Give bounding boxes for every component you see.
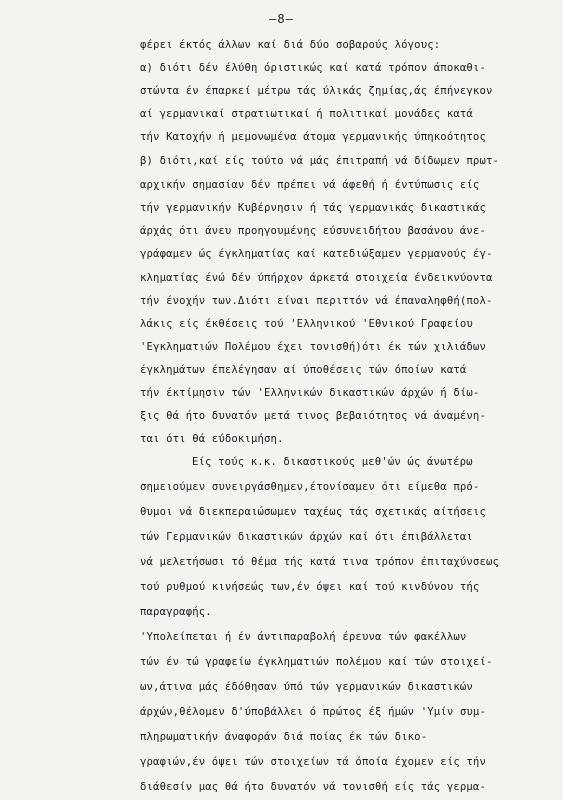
text-line: τήν έκτίμησιν τών 'Ελληνικών δικαστικών άρχών ή δίω-: [140, 387, 480, 399]
text-line: στώντα έν έπαρκεί μέτρω τάς ύλικάς ζημίας,άς έπήνεγκον: [140, 85, 493, 97]
text-line: τών έν τώ γραφείω έγκληματιών πολέμου καί τών στοιχεί-: [140, 656, 493, 668]
text-line: νά μελετήσωσι τό θέμα τής κατά τινα τρόπον έπιταχύνσεως: [140, 556, 500, 568]
text-line: α) διότι δέν έλύθη όριστικώς καί κατά τρόπον άποκαθι-: [140, 62, 486, 74]
text-line: άρχάς ότι άνευ προηγουμένης εύσυνειδήτου βασάνου άνε-: [140, 225, 486, 237]
text-line: αρχικήν σημασίαν δέν πρέπει νά άφεθή ή έντύπωσις είς: [140, 179, 480, 191]
text-line: 'Εγκληματιών Πολέμου έχει τονισθή)ότι έκ τών χιλιάδων: [140, 341, 486, 353]
text-line: γραφιών,έν όψει τών στοιχείων τά όποία έχομεν είς τήν: [140, 756, 486, 768]
text-line: β) διότι,καί είς τούτο νά μάς έπιτραπή νά δίδωμεν πρωτ-: [140, 155, 500, 167]
text-line: παραγραφής.: [140, 606, 212, 618]
text-line: γράφαμεν ώς έγκληματίας καί κατεδιώξαμεν γερμανούς έγ-: [140, 248, 493, 260]
text-line: τού ρυθμού κινήσεώς των,έν όψει καί τού κινδύνου τής: [140, 581, 480, 593]
text-line: Είς τούς κ.κ. δικαστικούς μεθ'ών ώς άνωτέρω: [192, 456, 473, 468]
text-line: ξις θά ήτο δυνατόν μετά τινος βεβαιότητος νά άναμένη-: [140, 410, 486, 422]
text-line: 'Υπολείπεται ή έν άντιπαραβολή έρευνα τών φακέλλων: [140, 631, 467, 643]
text-line: τήν ένοχήν των.Διότι είναι περιττόν νά έπαναληφθή(πολ-: [140, 295, 493, 307]
text-line: λάκις είς έκθέσεις τού 'Ελληνικού 'Εθνικού Γραφείου: [140, 318, 473, 330]
text-line: τήν Κατοχήν ή μεμονωμένα άτομα γερμανικής ύπηκοότητος: [140, 131, 486, 143]
text-line: διάθεσίν μας θά ήτο δυνατόν νά τονισθή είς τάς γερμα-: [140, 781, 486, 793]
text-line: ται ότι θά εύδοκιμήση.: [140, 433, 284, 445]
text-line: έγκλημάτων έπελέγησαν αί ύποθέσεις τών όποίων κατά: [140, 364, 467, 376]
text-line: φέρει έκτός άλλων καί διά δύο σοβαρούς λόγους:: [140, 39, 441, 51]
text-line: άρχών,θέλομεν δ'ύποβάλλει ό πρώτος έξ ήμών 'Υμίν συμ-: [140, 706, 486, 718]
text-line: τών Γερμανικών δικαστικών άρχών καί ότι έπιβάλλεται: [140, 531, 473, 543]
text-line: θυμοι νά διεκπεραιώσωμεν ταχέως τάς σχετικάς αίτήσεις: [140, 506, 486, 518]
text-line: ων,άτινα μάς έδόθησαν ύπό τών γερμανικών δικαστικών: [140, 681, 473, 693]
page-number: —8—: [269, 12, 294, 26]
text-line: πληρωματικήν άναφοράν διά ποίας έκ τών δικο-: [140, 731, 428, 743]
text-line: σημειούμεν συνειργάσθημεν,έτονίσαμεν ότι είμεθα πρό-: [140, 481, 480, 493]
text-line: τήν γερμανικήν Κυβέρνησιν ή τάς γερμανικάς δικαστικάς: [140, 202, 486, 214]
text-line: αί γερμανικαί στρατιωτικαί ή πολιτικαί μονάδες κατά: [140, 108, 473, 120]
text-line: κληματίας ένώ δέν ύπήρχον άρκετά στοιχεία ένδεικνύοντα: [140, 272, 493, 284]
